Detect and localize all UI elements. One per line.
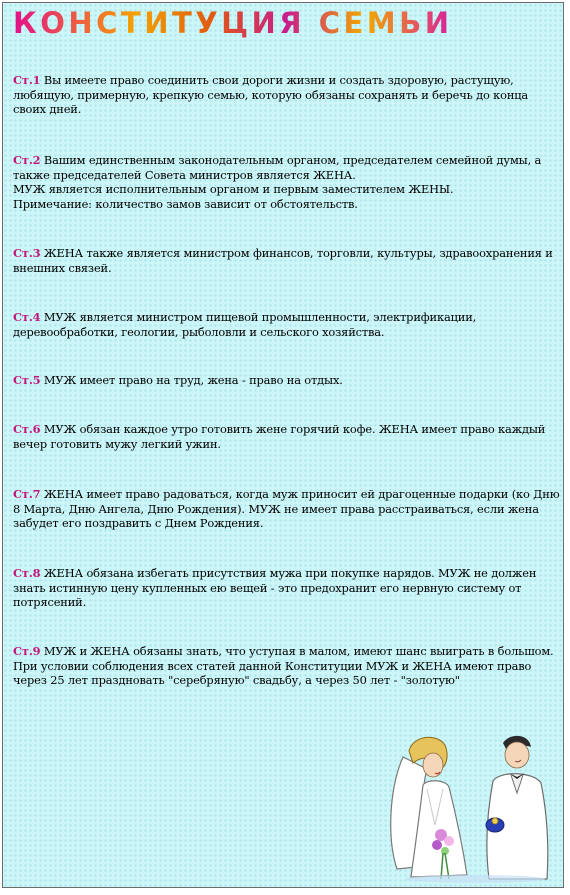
article-text: ЖЕНА обязана избегать присутствия мужа при покупке нарядов. МУЖ не должен знать истинную цену купленных ею вещей - это предохранит его нервную систему от потрясений. [13,566,537,610]
article-3 [13,246,563,275]
article-number: Ст.7 [13,487,41,501]
article-text: МУЖ обязан каждое утро готовить жене горячий кофе. ЖЕНА имеет право каждый вечер готовить мужу легкий ужин. [13,422,546,451]
article-text: ЖЕНА также является министром финансов, торговли, культуры, здравоохранения и внешних связей. [13,246,553,275]
article-text: ЖЕНА имеет право радоваться, когда муж приносит ей драгоценные подарки (ко Дню 8 Марта, Дню Ангела, Дню Рождения). МУЖ не имеет права расстраиваться, если жена забудет его поздравить с Днем Рождения. [13,487,560,531]
article-number: Ст.9 [13,644,41,658]
article-number: Ст.4 [13,310,41,324]
article-text: МУЖ и ЖЕНА обязаны знать, что уступая в малом, имеют шанс выиграть в большом. [43,644,554,658]
article-7 [13,487,563,531]
article-4 [13,310,563,339]
page-title: КОНСТИТУЦИЯ СЕМЬИ [13,6,453,40]
article-number: Ст.8 [13,566,41,580]
wedding-couple-icon [383,729,564,885]
article-number: Ст.2 [13,153,41,167]
article-number: Ст.6 [13,422,41,436]
article-1 [13,73,563,117]
article-text: Вы имеете право соединить свои дороги жизни и создать здоровую, растущую, любящую, примерную, крепкую семью, которую обязаны сохранять и беречь до конца своих дней. [13,73,529,117]
article-text: МУЖ является министром пищевой промышленности, электрификации, деревообработки, геологии, рыболовли и сельского хозяйства. [13,310,477,339]
page-frame [2,2,564,888]
article-5 [13,373,563,388]
article-text: Вашим единственным законодательным органом, председателем семейной думы, а также председателей Совета министров является ЖЕНА. [13,153,542,182]
article-number: Ст.1 [13,73,41,87]
article-2 [13,153,563,211]
article-6 [13,422,563,451]
article-text: МУЖ имеет право на труд, жена - право на отдых. [43,373,343,387]
article-number: Ст.5 [13,373,41,387]
article-text: При условии соблюдения всех статей данной Конституции МУЖ и ЖЕНА имеют право через 25 лет праздновать "серебряную" свадьбу, а через 50 лет - "золотую" [13,658,532,688]
article-note: Примечание: количество замов зависит от обстоятельств. [13,196,358,211]
article-8 [13,566,563,610]
article-number: Ст.3 [13,246,41,260]
article-text: МУЖ является исполнительным органом и первым заместителем ЖЕНЫ. [13,182,454,197]
article-9 [13,644,563,688]
